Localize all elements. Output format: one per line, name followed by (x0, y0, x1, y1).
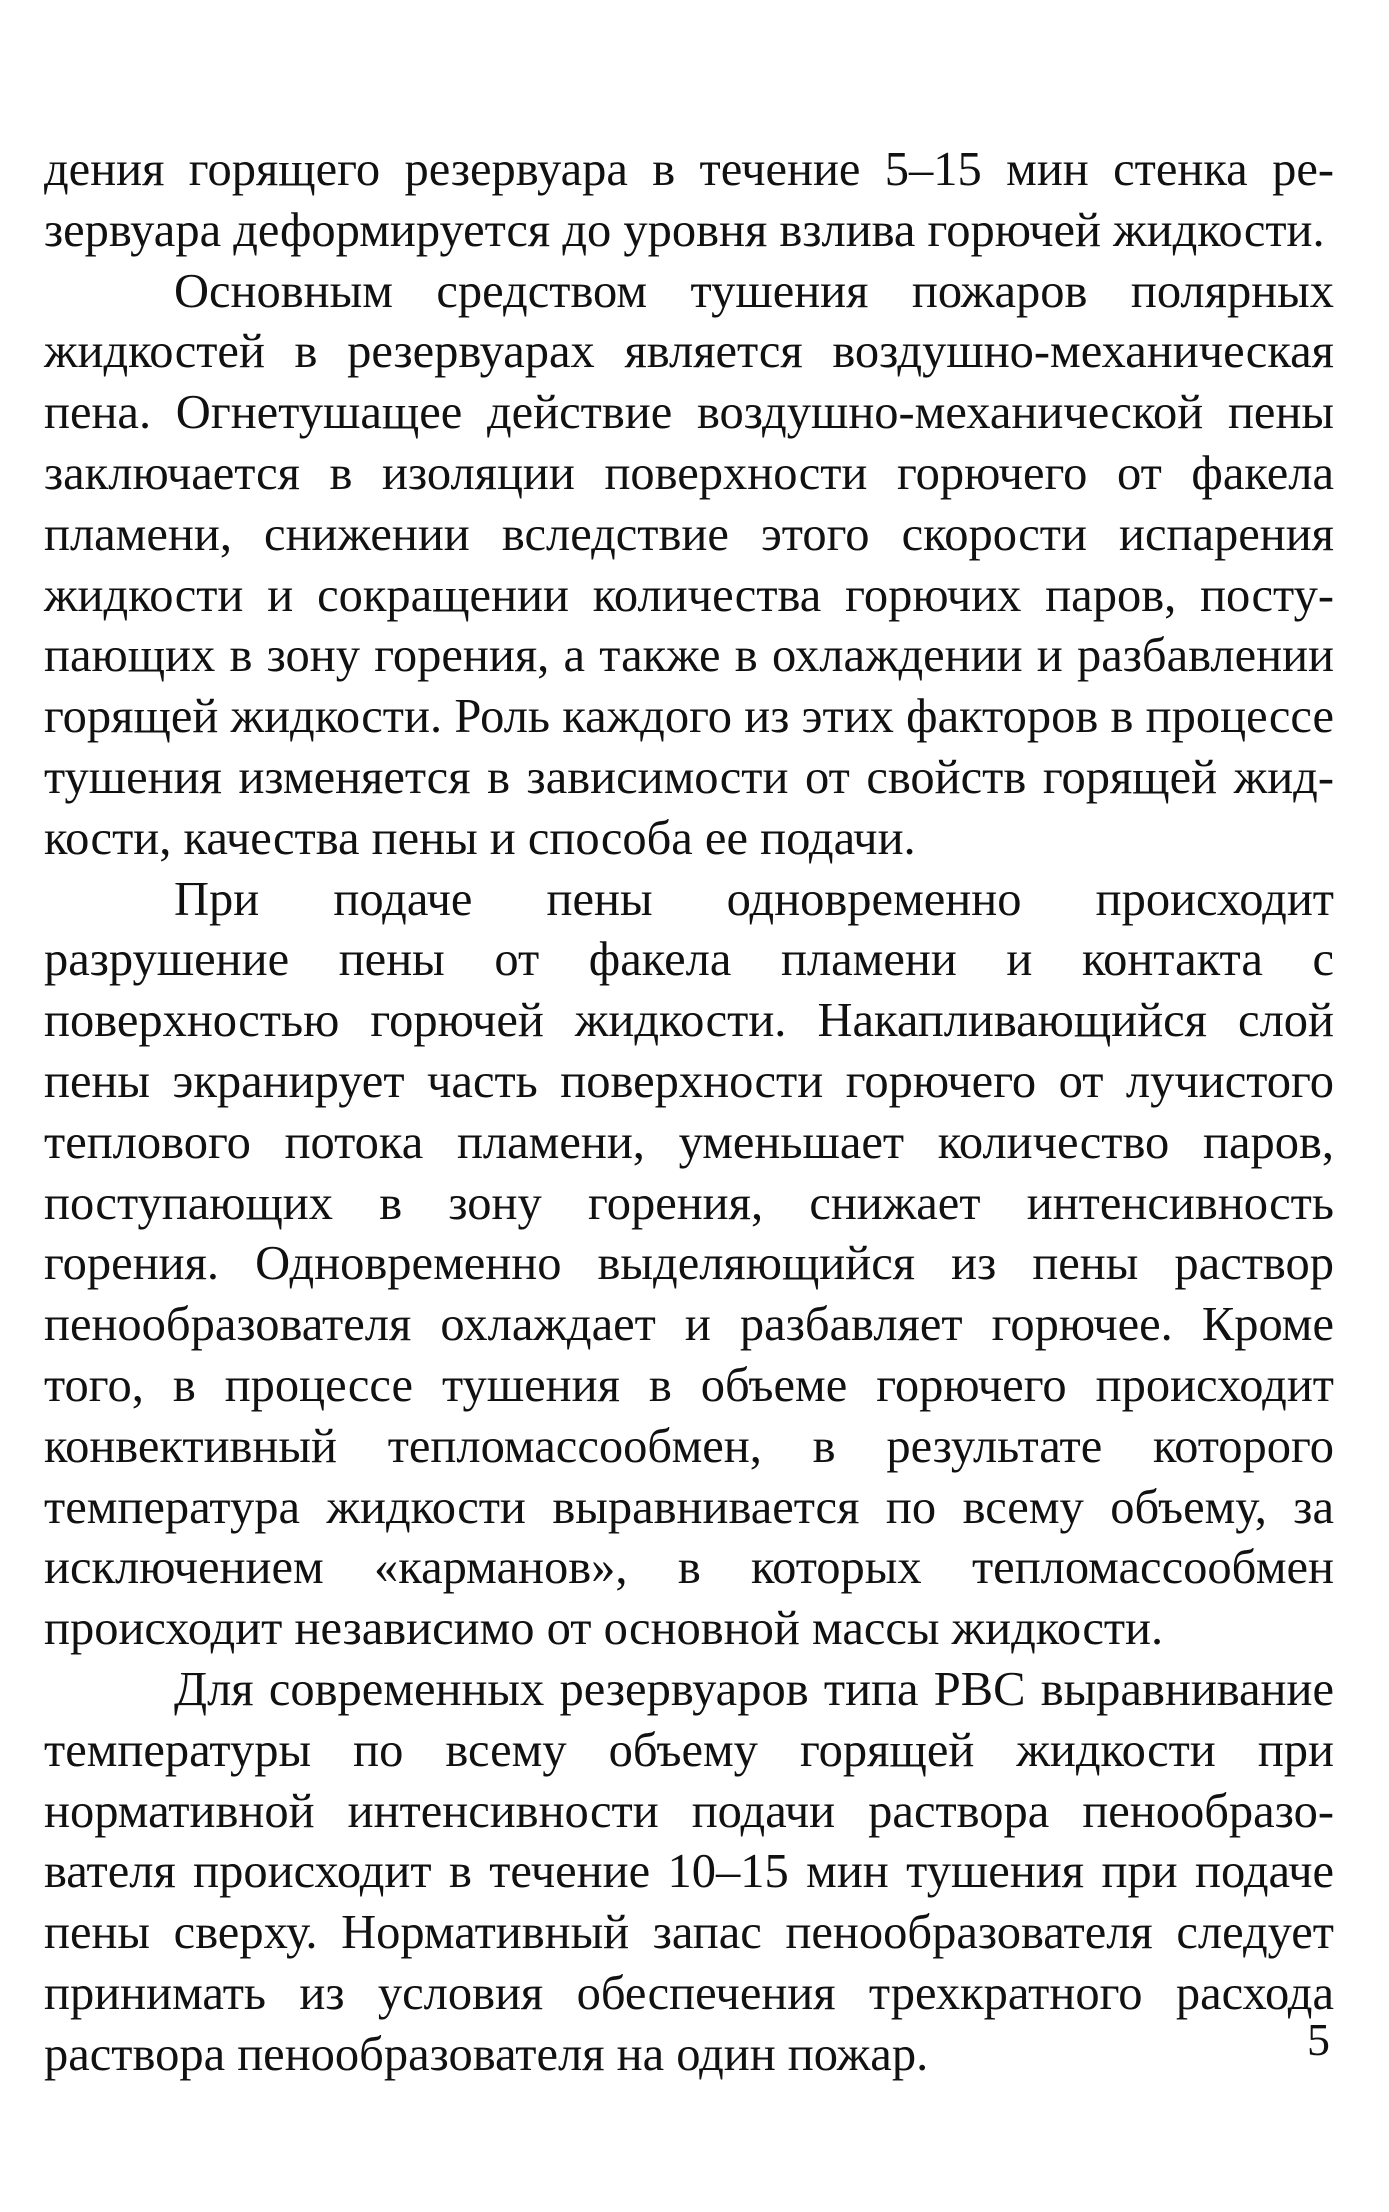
page-body (44, 140, 1334, 2086)
paragraph-foam-extinguishing: Основным средством тушения пожаров полярных жидкостей в резервуарах является воздушно-механическая пена. Огнетушащее действие воздушно-механической пены заключается в изоляции поверхности горючего от факела пламени, снижении вследствие этого скорости испарения жидкости и сокращении количества горючих паров, поступающих в зону горения, а также в охлаждении и разбавлении горящей жидкости. Роль каждого из этих факторов в процессе тушения изменяется в зависимости от свойств горящей жидкости, качества пены и способа ее подачи. (44, 264, 1334, 865)
paragraph-foam-destruction: При подаче пены одновременно происходит разрушение пены от факела пламени и контакта с поверхностью горючей жидкости. Накапливающийся слой пены экранирует часть поверхности горючего от лучистого теплового потока пламени, уменьшает количество паров, поступающих в зону горения, снижает интенсивность горения. Одновременно выделяющийся из пены раствор пенообразователя охлаждает и разбавляет горючее. Кроме того, в процессе тушения в объеме горючего происходит конвективный тепломассообмен, в результате которого температура жидкости выравнивается по всему объему, за исключением «карманов», в которых тепломассообмен происходит независимо от основной массы жидкости. (44, 872, 1334, 1656)
paragraph-temperature-equalization: Для современных резервуаров типа РВС выравнивание температуры по всему объему горящей жидкости при нормативной интенсивности подачи раствора пенообразователя происходит в течение 10–15 мин тушения при подаче пены сверху. Нормативный запас пенообразователя следует принимать из условия обеспечения трехкратного расхода раствора пенообразователя на один пожар. (44, 1662, 1334, 2081)
paragraph-continuation: дения горящего резервуара в течение 5–15 мин стенка резервуара деформируется до уровня взлива горючей жидкости. (44, 143, 1334, 257)
page-number: 5 (1307, 2014, 1330, 2065)
